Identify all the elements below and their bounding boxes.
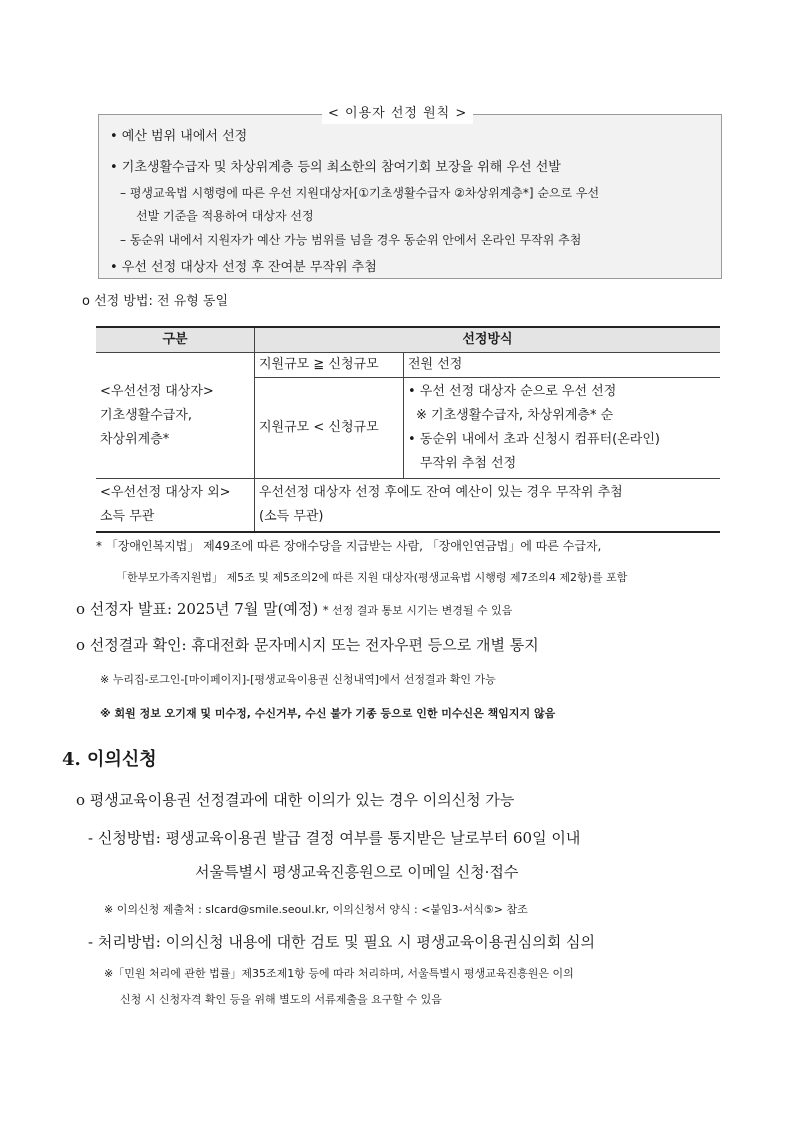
non-priority-result-line2: (소득 무관) bbox=[259, 509, 324, 524]
non-receipt-disclaimer: ※ 회원 정보 오기재 및 미수정, 수신거부, 수신 불가 기종 등으로 인한 미수신은 책임지지 않음 bbox=[100, 707, 556, 720]
principle-dash-priority-order-cont: 선발 기준을 적용하여 대상자 선정 bbox=[136, 209, 314, 223]
processing-method-line: - 처리방법: 이의신청 내용에 대한 검토 및 필요 시 평생교육이용권심의회 심의 bbox=[88, 933, 595, 951]
application-method-line2: 서울특별시 평생교육진흥원으로 이메일 신청·접수 bbox=[195, 863, 519, 881]
table-header-method: 선정방식 bbox=[255, 327, 721, 353]
footnote-line1: * 「장애인복지법」 제49조에 따른 장애수당을 지급받는 사람, 「장애인연금법」에 따른 수급자, bbox=[96, 539, 602, 553]
result-priority-line2: ※ 기초생활수급자, 차상위계층* 순 bbox=[416, 408, 614, 423]
table-cell-non-priority-category bbox=[96, 479, 255, 533]
processing-note-line1: ※「민원 처리에 관한 법률」제35조제1항 등에 따라 처리하며, 서울특별시 평생교육진흥원은 이의 bbox=[104, 967, 574, 980]
priority-category-title: <우선선정 대상자> bbox=[100, 383, 214, 399]
principles-box-title: < 이용자 선정 원칙 > bbox=[322, 104, 473, 124]
processing-note-line2: 신청 시 신청자격 확인 등을 위해 별도의 서류제출을 요구할 수 있음 bbox=[120, 993, 442, 1006]
selection-method-line: o 선정 방법: 전 유형 동일 bbox=[82, 294, 229, 309]
result-priority-line1: • 우선 선정 대상자 순으로 우선 선정 bbox=[408, 384, 617, 399]
table-cell-result-priority bbox=[404, 378, 721, 479]
principle-bullet-budget: • 예산 범위 내에서 선정 bbox=[110, 129, 248, 144]
non-priority-category-line2: 소득 무관 bbox=[100, 509, 155, 524]
non-priority-category-title: <우선선정 대상자 외> bbox=[100, 485, 231, 500]
principle-bullet-remaining: • 우선 선정 대상자 선정 후 잔여분 무작위 추첨 bbox=[110, 260, 377, 275]
table-cell-result-all: 전원 선정 bbox=[404, 353, 721, 378]
application-method-line1: - 신청방법: 평생교육이용권 발급 결정 여부를 통지받은 날로부터 60일 이내 bbox=[88, 829, 581, 847]
principle-dash-priority-order: – 평생교육법 시행령에 따른 우선 지원대상자[①기초생활수급자 ②차상위계층*] 순으로 우선 bbox=[120, 186, 600, 200]
table-cell-non-priority-result bbox=[255, 479, 721, 533]
priority-category-line2: 기초생활수급자, bbox=[100, 407, 193, 423]
objection-main-line: o 평생교육이용권 선정결과에 대한 이의가 있는 경우 이의신청 가능 bbox=[76, 791, 515, 809]
table-row-non-priority bbox=[96, 479, 720, 533]
selection-method-table bbox=[96, 326, 720, 533]
announcement-line bbox=[76, 598, 512, 622]
announcement-main: o 선정자 발표: 2025년 7월 말(예정) bbox=[76, 600, 319, 618]
result-confirm-line: o 선정결과 확인: 휴대전화 문자메시지 또는 전자우편 등으로 개별 통지 bbox=[76, 636, 539, 654]
table-cell-condition-sufficient: 지원규모 ≧ 신청규모 bbox=[255, 353, 404, 378]
principle-bullet-priority: • 기초생활수급자 및 차상위계층 등의 최소한의 참여기회 보장을 위해 우선 선발 bbox=[110, 160, 561, 175]
principle-dash-lottery: – 동순위 내에서 지원자가 예산 가능 범위를 넘을 경우 동순위 안에서 온라인 무작위 추첨 bbox=[120, 233, 582, 247]
footnote-line2: 「한부모가족지원법」 제5조 및 제5조의2에 따른 지원 대상자(평생교육법 시행령 제7조의4 제2항)를 포함 bbox=[116, 571, 628, 584]
table-cell-condition-exceeded: 지원규모 < 신청규모 bbox=[255, 378, 404, 479]
table-cell-priority-category bbox=[96, 353, 255, 479]
priority-category-line3: 차상위계층* bbox=[100, 431, 170, 447]
non-priority-result-line1: 우선선정 대상자 선정 후에도 잔여 예산이 있는 경우 무작위 추첨 bbox=[259, 485, 623, 500]
section-title-objection: 4. 이의신청 bbox=[62, 749, 157, 770]
announcement-note: * 선정 결과 통보 시기는 변경될 수 있음 bbox=[323, 604, 513, 617]
table-header-row bbox=[96, 327, 720, 353]
result-confirm-note: ※ 누리집-로그인-[마이페이지]-[평생교육이용권 신청내역]에서 선정결과 확인 가능 bbox=[100, 673, 496, 686]
table-row-priority-full bbox=[96, 353, 720, 378]
result-priority-line3: • 동순위 내에서 초과 신청시 컴퓨터(온라인) bbox=[408, 432, 660, 447]
result-priority-line4: 무작위 추첨 선정 bbox=[420, 456, 517, 471]
application-note: ※ 이의신청 제출처 : slcard@smile.seoul.kr, 이의신청서 양식 : <붙임3-서식⑤> 참조 bbox=[104, 903, 528, 916]
table-header-category: 구분 bbox=[96, 327, 255, 353]
